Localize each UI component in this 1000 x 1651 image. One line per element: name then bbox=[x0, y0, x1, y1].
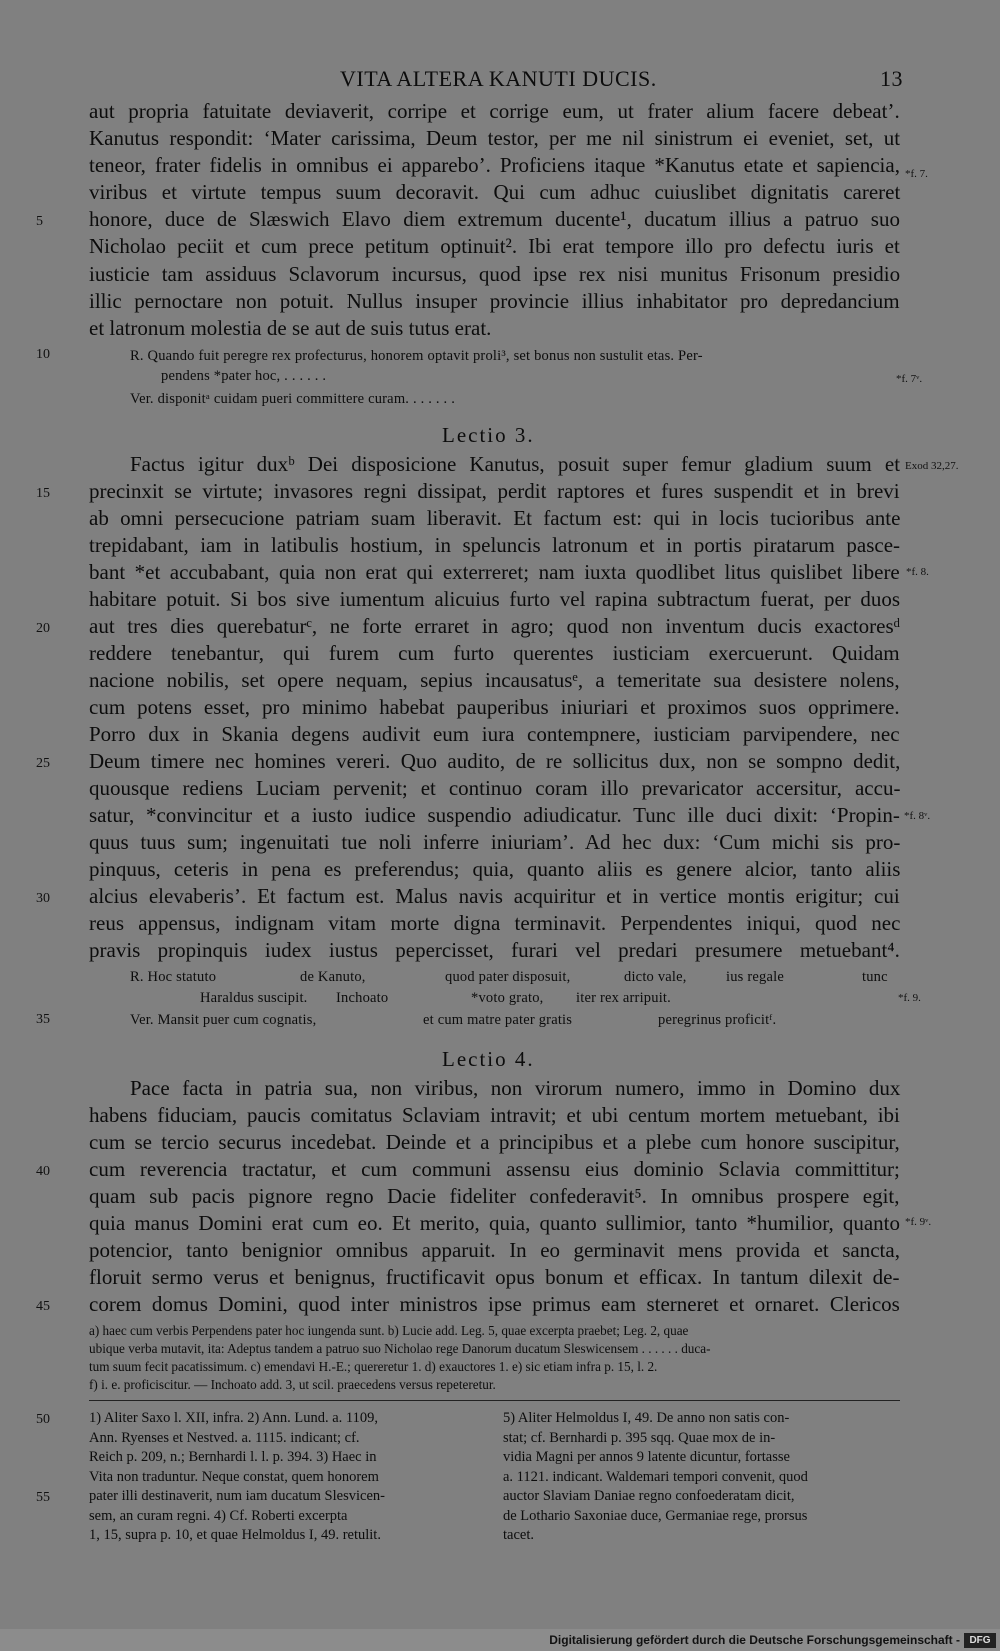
line-number: 20 bbox=[36, 621, 50, 636]
responsory-line: pendens *pater hoc, . . . . . . bbox=[161, 368, 327, 384]
text-line: cum potens esset, pro minimo habebat pauperibus iniuriari et proximos suos opprimere. bbox=[89, 695, 900, 719]
versicle-cell: Ver. Mansit puer cum cognatis, bbox=[130, 1012, 317, 1028]
dfg-logo: DFG bbox=[964, 1633, 996, 1648]
apparatus-line: tum suum fecit pacatissimum. c) emendavi H.-E.; quereretur 1. d) exauctores 1. e) sic etiam infra p. 15, l. 2. bbox=[89, 1359, 658, 1374]
footnote-line: pater illi destinaverit, num iam ducatum Slesvicen- bbox=[89, 1488, 385, 1504]
folio-marker: *f. 9. bbox=[898, 992, 921, 1004]
scripture-reference: Exod 32,27. bbox=[905, 460, 959, 472]
line-number: 40 bbox=[36, 1164, 50, 1179]
responsory-cell: Haraldus suscipit. bbox=[200, 990, 308, 1006]
text-line: satur, *convincitur et a iusto iudice suspendio adiudicatur. Tunc ille duci dixit: ‘Propin- bbox=[89, 803, 900, 827]
text-line: trepidabant, iam in latibulis hostium, in speluncis latronum et in portis piratarum pasce- bbox=[89, 533, 901, 557]
footnote-line: Vita non traduntur. Neque constat, quem honorem bbox=[89, 1469, 379, 1485]
versicle-cell: et cum matre pater gratis bbox=[423, 1012, 573, 1028]
responsory-cell: R. Hoc statuto bbox=[130, 969, 217, 985]
responsory-cell: ius regale bbox=[726, 969, 784, 985]
text-line: honore, duce de Slæswich Elavo diem extremum ducente¹, ducatum illius a patruo suo bbox=[89, 207, 900, 231]
footnote-line: a. 1121. indicant. Waldemari tempori convenit, quod bbox=[503, 1469, 808, 1485]
folio-marker: *f. 8. bbox=[906, 566, 929, 578]
text-line: reddere tenebantur, qui furem cum furto querentes iusticiam exercuerunt. Quidam bbox=[89, 641, 900, 665]
text-line: aut propria fatuitate deviaverit, corripe et corrige eum, ut frater alium facere debeat’. bbox=[89, 99, 900, 123]
text-line: cum se tercio securus incedebat. Deinde et a principibus et a plebe cum honore suscipitur, bbox=[89, 1130, 900, 1154]
text-line: habitare potuit. Si bos sive iumentum alicuius furto vel rapina subtractum fuerat, per duos bbox=[89, 587, 901, 611]
text-line: bant *et accubabant, quia non erat qui exterreret; nam iuxta quodlibet litus quislibet libere bbox=[89, 560, 900, 584]
footnote-line: 1) Aliter Saxo l. XII, infra. 2) Ann. Lund. a. 1109, bbox=[89, 1410, 379, 1426]
funding-note: Digitalisierung gefördert durch die Deutsche Forschungsgemeinschaft - bbox=[549, 1633, 960, 1647]
responsory-cell: *voto grato, bbox=[471, 990, 544, 1006]
text-line: precinxit se virtute; invasores regni dissipat, perdit raptores et fures suspendit et in brevi bbox=[89, 479, 900, 503]
responsory-cell: iter rex arripuit. bbox=[576, 990, 671, 1006]
folio-marker: *f. 7ᵛ. bbox=[896, 373, 923, 385]
text-line: floruit sermo verus et benignus, fructificavit opus bonum et efficax. In tantum dilexit de- bbox=[89, 1265, 900, 1289]
footnote-line: 5) Aliter Helmoldus I, 49. De anno non satis con- bbox=[503, 1410, 790, 1426]
text-line: cum reverencia tractatur, et cum communi assensu eius dominio Sclavia committitur; bbox=[89, 1157, 900, 1181]
text-line: iusticie tam assiduus Sclavorum incursus, quod ipse rex nisi munitus Frisonum presidio bbox=[89, 262, 901, 286]
page-number: 13 bbox=[880, 66, 903, 91]
text-line: Factus igitur duxᵇ Dei disposicione Kanutus, posuit super femur gladium suum et bbox=[130, 452, 901, 476]
text-line: Porro dux in Skania degens audivit eum iura contempnere, iusticiam parvipendere, nec bbox=[89, 722, 900, 746]
digitization-footer bbox=[0, 1629, 1000, 1651]
text-line: quus tuus sum; ingenuitati tue noli inferre iniuriam’. Ad hec dux: ‘Cum michi sis pro- bbox=[89, 830, 901, 854]
line-number: 55 bbox=[36, 1490, 50, 1505]
text-line: pinquus, ceteris in pena es preferendus; quia, quanto aliis es genere alcior, tanto aliis bbox=[89, 857, 901, 881]
lectio-heading: Lectio 3. bbox=[442, 423, 535, 447]
text-line: potencior, tanto benignior omnibus apparuit. In eo germinavit mens provida et sancta, bbox=[89, 1238, 900, 1262]
text-line: aut tres dies querebaturᶜ, ne forte erraret in agro; quod non inventum ducis exactoresᵈ bbox=[89, 614, 901, 638]
text-line: Nicholao peciit et cum prece petitum optinuit². Ibi erat tempore illo pro defectu iuris et bbox=[89, 234, 900, 258]
footnote-divider bbox=[89, 1400, 900, 1401]
line-number: 35 bbox=[36, 1012, 50, 1027]
responsory-cell: tunc bbox=[862, 969, 888, 985]
line-number: 30 bbox=[36, 891, 50, 906]
text-line: habens fiduciam, paucis comitatus Sclaviam intravit; et ubi centum mortem metuebant, ibi bbox=[89, 1103, 900, 1127]
line-number: 45 bbox=[36, 1299, 50, 1314]
folio-marker: *f. 9ᵛ. bbox=[905, 1216, 932, 1228]
folio-marker: *f. 7. bbox=[905, 168, 928, 180]
text-line: reus appensus, indignam vitam morte digna terminavit. Perpendentes iniqui, quod nec bbox=[89, 911, 901, 935]
line-number: 15 bbox=[36, 486, 50, 501]
footnote-line: auctor Slaviam Daniae regno confoederatam dicit, bbox=[503, 1488, 795, 1504]
footnote-line: vidia Magni per annos 9 latente dicuntur, fortasse bbox=[503, 1449, 790, 1465]
footnote-line: sem, an curam regni. 4) Cf. Roberti excerpta bbox=[89, 1508, 348, 1524]
text-line: nacione nobilis, set opere nequam, sepius incausatusᵉ, a temeritate sua desistere nolens, bbox=[89, 668, 900, 692]
text-line: Deum timere nec homines vereri. Quo audito, de re sollicitus dux, non se sompno dedit, bbox=[89, 749, 901, 773]
responsory-cell: Inchoato bbox=[336, 990, 389, 1006]
text-line: corem domus Domini, quod inter ministros ipse primus eam sterneret et ornaret. Clericos bbox=[89, 1292, 900, 1316]
text-line: Pace facta in patria sua, non viribus, non virorum numero, immo in Domino dux bbox=[130, 1076, 901, 1100]
apparatus-line: a) haec cum verbis Perpendens pater hoc iungenda sunt. b) Lucie add. Leg. 5, quae excerpta praebet; Leg. 2, quae bbox=[89, 1323, 689, 1338]
line-number: 50 bbox=[36, 1412, 50, 1427]
responsory-cell: quod pater disposuit, bbox=[445, 969, 571, 985]
versicle-cell: peregrinus proficitᶠ. bbox=[658, 1012, 777, 1028]
running-title: VITA ALTERA KANUTI DUCIS. bbox=[340, 66, 657, 91]
footnote-line: Ann. Ryenses et Nestved. a. 1115. indicant; cf. bbox=[89, 1430, 360, 1446]
folio-marker: *f. 8ᵛ. bbox=[904, 810, 931, 822]
lectio-heading: Lectio 4. bbox=[442, 1047, 535, 1071]
apparatus-line: ubique verba mutavit, ita: Adeptus tandem a patruo suo Nicholao rege Danorum ducatum Sleswicensem . . . . . . duca- bbox=[89, 1341, 711, 1356]
text-line: alcius elevaberis’. Et factum est. Malus navis acquiritur et in vertice montis erigitur; cui bbox=[89, 884, 900, 908]
text-line: pravis propinquis iudex iustus pepercisset, furari vel predari presumere metuebant⁴. bbox=[89, 938, 900, 962]
text-line: ab omni persecucione patriam suam liberavit. Et factum est: qui in locis tucioribus ante bbox=[89, 506, 901, 530]
text-line: Kanutus respondit: ‘Mater carissima, Deum testor, per me nil sinistrum ei eveniet, set, ut bbox=[89, 126, 901, 150]
responsory-cell: dicto vale, bbox=[624, 969, 687, 985]
line-number: 10 bbox=[36, 347, 50, 362]
text-line: quousque rediens Luciam pervenit; et continuo coram illo prevaricator accersitur, accu- bbox=[89, 776, 901, 800]
text-line: quam sub pacis pignore regno Dacie fideliter confederavit⁵. In omnibus prospere egit, bbox=[89, 1184, 900, 1208]
responsory-line: R. Quando fuit peregre rex profecturus, honorem optavit proli³, set bonus non sustulit etas. Per- bbox=[130, 348, 703, 364]
footnote-line: Reich p. 209, n.; Bernhardi l. l. p. 394. 3) Haec in bbox=[89, 1449, 377, 1465]
text-line: viribus et virtute tempus suum decoravit. Qui cum adhuc cuiuslibet dignitatis careret bbox=[89, 180, 901, 204]
versicle-line: Ver. disponitᵃ cuidam pueri committere curam. . . . . . . bbox=[130, 391, 456, 407]
line-number: 5 bbox=[36, 214, 43, 229]
responsory-cell: de Kanuto, bbox=[300, 969, 366, 985]
footnote-line: tacet. bbox=[503, 1527, 534, 1543]
footnote-line: stat; cf. Bernhardi p. 395 sqq. Quae mox de in- bbox=[503, 1430, 776, 1446]
text-line: illic pernoctare non potuit. Nullus insuper provincie illius inhabitator pro depredancium bbox=[89, 289, 900, 313]
text-line: quia manus Domini erat cum eo. Et merito, quia, quanto sullimior, tanto *humilior, quanto bbox=[89, 1211, 901, 1235]
apparatus-line: f) i. e. proficiscitur. — Inchoato add. 3, ut scil. praecedens versus repeteretur. bbox=[89, 1377, 496, 1392]
footnote-line: de Lothario Saxoniae duce, Germaniae rege, prorsus bbox=[503, 1508, 808, 1524]
text-line: teneor, frater fidelis in omnibus ei apparebo’. Proficiens itaque *Kanutus etate et sapiencia, bbox=[89, 153, 900, 177]
footnote-line: 1, 15, supra p. 10, et quae Helmoldus I, 49. retulit. bbox=[89, 1527, 381, 1543]
line-number: 25 bbox=[36, 756, 50, 771]
text-line: et latronum molestia de se aut de suis tutus erat. bbox=[89, 316, 492, 340]
